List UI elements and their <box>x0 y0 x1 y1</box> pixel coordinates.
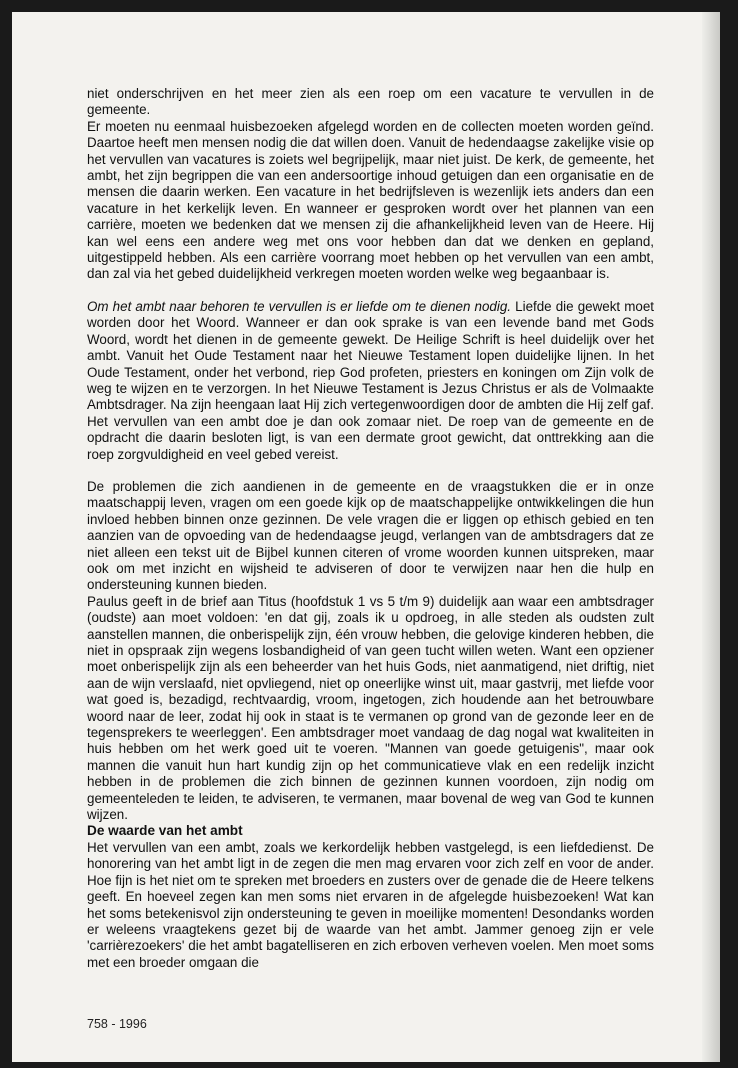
page-number: 758 - 1996 <box>87 1017 147 1031</box>
paragraph: De problemen die zich aandienen in de gemeente en de vraagstukken die er in onze maatschappij leven, vragen om een goede kijk op de maatschappelijke ontwikkelingen die hun invloed hebben binnen onze gezinnen. De vele vragen die er liggen op ethisch gebied en ten aanzien van de opvoeding van de hedendaagse jeugd, verlangen van de ambtsdragers dat ze niet alleen een tekst uit de Bijbel kunnen citeren of vrome woorden kunnen uitspreken, maar ook om met inzicht en wijsheid te adviseren of door te verwijzen naar hen die hulp en ondersteuning kunnen bieden. <box>87 478 654 593</box>
paragraph: Er moeten nu eenmaal huisbezoeken afgelegd worden en de collecten moeten worden geïnd. Daartoe heeft men mensen nodig die dat willen doen. Vanuit de hedendaagse zakelijke visie op het vervullen van vacatures is zoiets wel begrijpelijk, maar niet juist. De kerk, de gemeente, het ambt, het zijn begrippen die van een andersoortige inhoud getuigen dan een organisatie en de mensen die daarin werken. Een vacature in het bedrijfsleven is wezenlijk iets anders dan een vacature in het kerkelijk leven. En wanneer er gesproken wordt over het plannen van een carrière, moeten we bedenken dat we mensen zij die afhankelijkheid leven van de Heere. Hij kan wel eens een andere weg met ons voor hebben dan dat we denken en gepland, uitgestippeld hebben. Als een carrière voorrang moet hebben op het vervullen van een ambt, dan zal via het gebed duidelijkheid verkregen moeten worden welke weg begaanbaar is. <box>87 118 654 282</box>
paragraph: Het vervullen van een ambt, zoals we kerkordelijk hebben vastgelegd, is een liefdedienst. De honorering van het ambt ligt in de zegen die men mag ervaren voor zich zelf en voor de ander. Hoe fijn is het niet om te spreken met broeders en zusters over de genade die de Heere telkens geeft. En hoeveel zegen kan men soms niet ervaren in de afgelegde huisbezoeken! Wat kan het soms betekenisvol zijn ondersteuning te geven in moeilijke momenten! Desondanks worden er weleens vraagtekens gezet bij de waarde van het ambt. Jammer genoeg zijn er vele 'carrièrezoekers' die het ambt bagatelliseren en zich erboven verheven voelen. Men moet soms met een broeder omgaan die <box>87 839 654 970</box>
section-heading: De waarde van het ambt <box>87 823 243 839</box>
italic-lead-sentence: Om het ambt naar behoren te vervullen is er liefde om te dienen nodig. <box>87 298 512 314</box>
paragraph: niet onderschrijven en het meer zien als een roep om een vacature te vervullen in de gemeente. <box>87 86 654 118</box>
body-text <box>87 86 654 971</box>
paragraph: Paulus geeft in de brief aan Titus (hoofdstuk 1 vs 5 t/m 9) duidelijk aan waar een ambtsdrager (oudste) aan moet voldoen: 'en dat gij, zoals ik u opdroeg, in alle steden als oudsten zult aanstellen mannen, die onberispelijk zijn, één vrouw hebben, die gelovige kinderen hebben, die niet in opspraak zijn wegens losbandigheid of van geen tucht willen weten. Want een opziener moet onberispelijk zijn als een beheerder van het huis Gods, niet aanmatigend, niet driftig, niet aan de wijn verslaafd, niet opvliegend, niet op oneerlijke winst uit, maar gastvrij, met liefde voor wat goed is, bezadigd, rechtvaardig, vroom, ingetogen, zich houdende aan het betrouwbare woord naar de leer, zodat hij ook in staat is te vermanen op grond van de gezonde leer en de tegensprekers te weerleggen'. Een ambtsdrager moet vandaag de dag nogal wat kwaliteiten in huis hebben om het werk goed uit te voeren. "Mannen van goede getuigenis", maar ook mannen die vanuit hun hart kundig zijn op het communicatieve vlak en een redelijk inzicht hebben in de problemen die zich binnen de gezinnen kunnen voordoen, zijn nodig om gemeenteleden te leiden, te adviseren, te vermanen, maar bovenal de weg van God te kunnen wijzen. <box>87 593 654 823</box>
paragraph-gap <box>87 283 654 299</box>
paragraph-body: Liefde die gewekt moet worden door het Woord. Wanneer er dan ook sprake is van een levende band met Gods Woord, wordt het dienen in de gemeente gewekt. De Heilige Schrift is heel duidelijk over het ambt. Vanuit het Oude Testament naar het Nieuwe Testament lopen duidelijke lijnen. In het Oude Testament, onder het verbond, riep God profeten, priesters en koningen om Zijn volk de weg te wijzen en te verzorgen. In het Nieuwe Testament is Jezus Christus er als de Volmaakte Ambtsdrager. Na zijn heengaan laat Hij zich vertegenwoordigen door de ambten die Hij zelf gaf. Het vervullen van een ambt doe je dan ook zomaar niet. De roep van de gemeente en de opdracht die daarin besloten ligt, is van een dermate groot gewicht, dat onttrekking aan die roep zorgvuldigheid en veel gebed vereist. <box>87 298 654 462</box>
paragraph-gap <box>87 463 654 479</box>
page-edge-shadow <box>702 12 720 1062</box>
document-page <box>12 12 720 1062</box>
paragraph-with-intro <box>87 299 654 463</box>
